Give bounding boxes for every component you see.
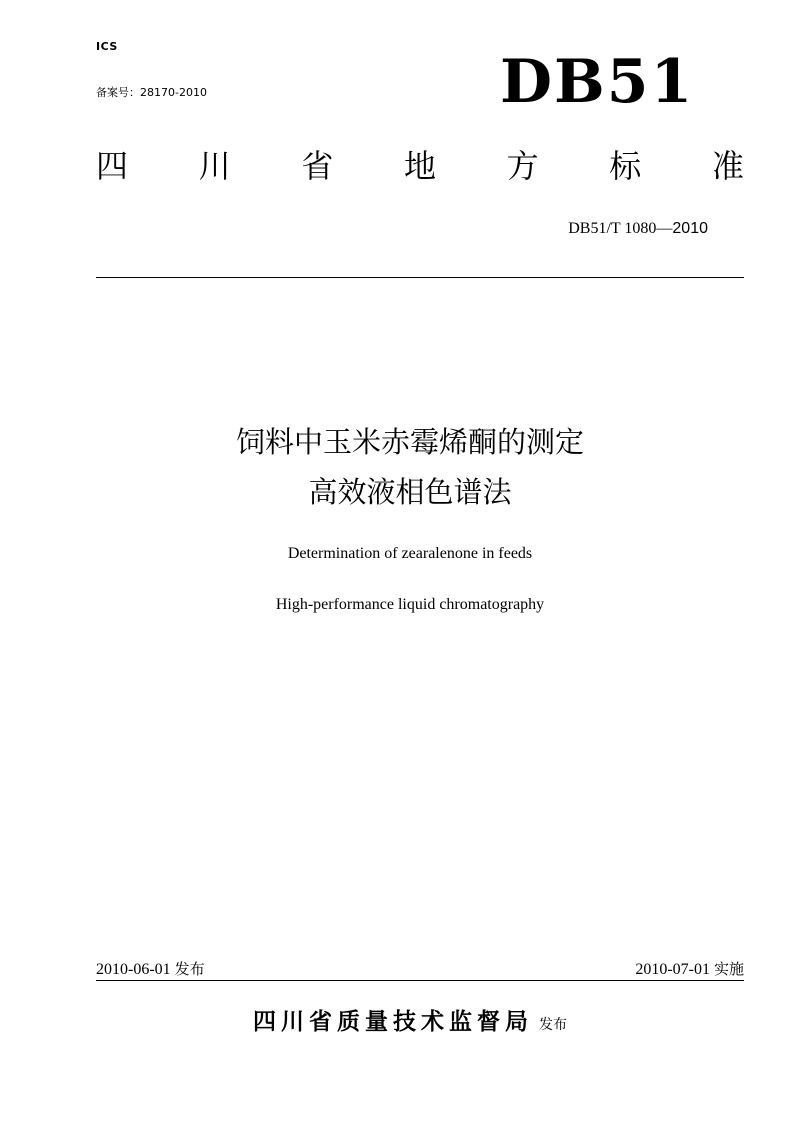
- title-chinese-line-1: 饲料中玉米赤霉烯酮的测定: [235, 425, 584, 459]
- implementation-date: [635, 958, 744, 979]
- title-english-line-2: High-performance liquid chromatography: [275, 596, 545, 613]
- issue-date-value: 2010-06-01: [96, 961, 171, 978]
- standard-type-char: 标: [609, 147, 642, 185]
- title-english-line-1: Determination of zearalenone in feeds: [287, 545, 533, 562]
- issue-date: [96, 958, 205, 979]
- standard-number-prefix: DB51/T 1080—: [568, 220, 673, 237]
- issuer-name: 四川省质量技术监督局: [253, 1009, 533, 1035]
- top-divider: [96, 277, 744, 278]
- ics-label: ICS: [96, 40, 118, 53]
- standard-type-char: 川: [198, 147, 231, 185]
- standard-number: [568, 220, 708, 238]
- standard-type-char: 省: [301, 147, 334, 185]
- standard-type-char: 四: [96, 147, 129, 185]
- db51-logo: DB51: [500, 47, 695, 117]
- standard-type-char: 方: [506, 147, 539, 185]
- implementation-date-word: 实施: [713, 960, 744, 978]
- issue-date-word: 发布: [174, 960, 205, 978]
- standard-type-char: 地: [403, 147, 436, 185]
- standard-number-year: 2010: [672, 220, 708, 237]
- implementation-date-value: 2010-07-01: [635, 961, 710, 978]
- standard-type-heading: [96, 147, 744, 185]
- standard-type-char: 准: [711, 147, 744, 185]
- title-chinese-line-2: 高效液相色谱法: [308, 475, 512, 509]
- filing-number: 备案号：28170-2010: [96, 86, 207, 99]
- bottom-divider: [96, 980, 744, 981]
- issuer-line: [0, 1003, 800, 1036]
- issuer-suffix: 发布: [539, 1017, 567, 1033]
